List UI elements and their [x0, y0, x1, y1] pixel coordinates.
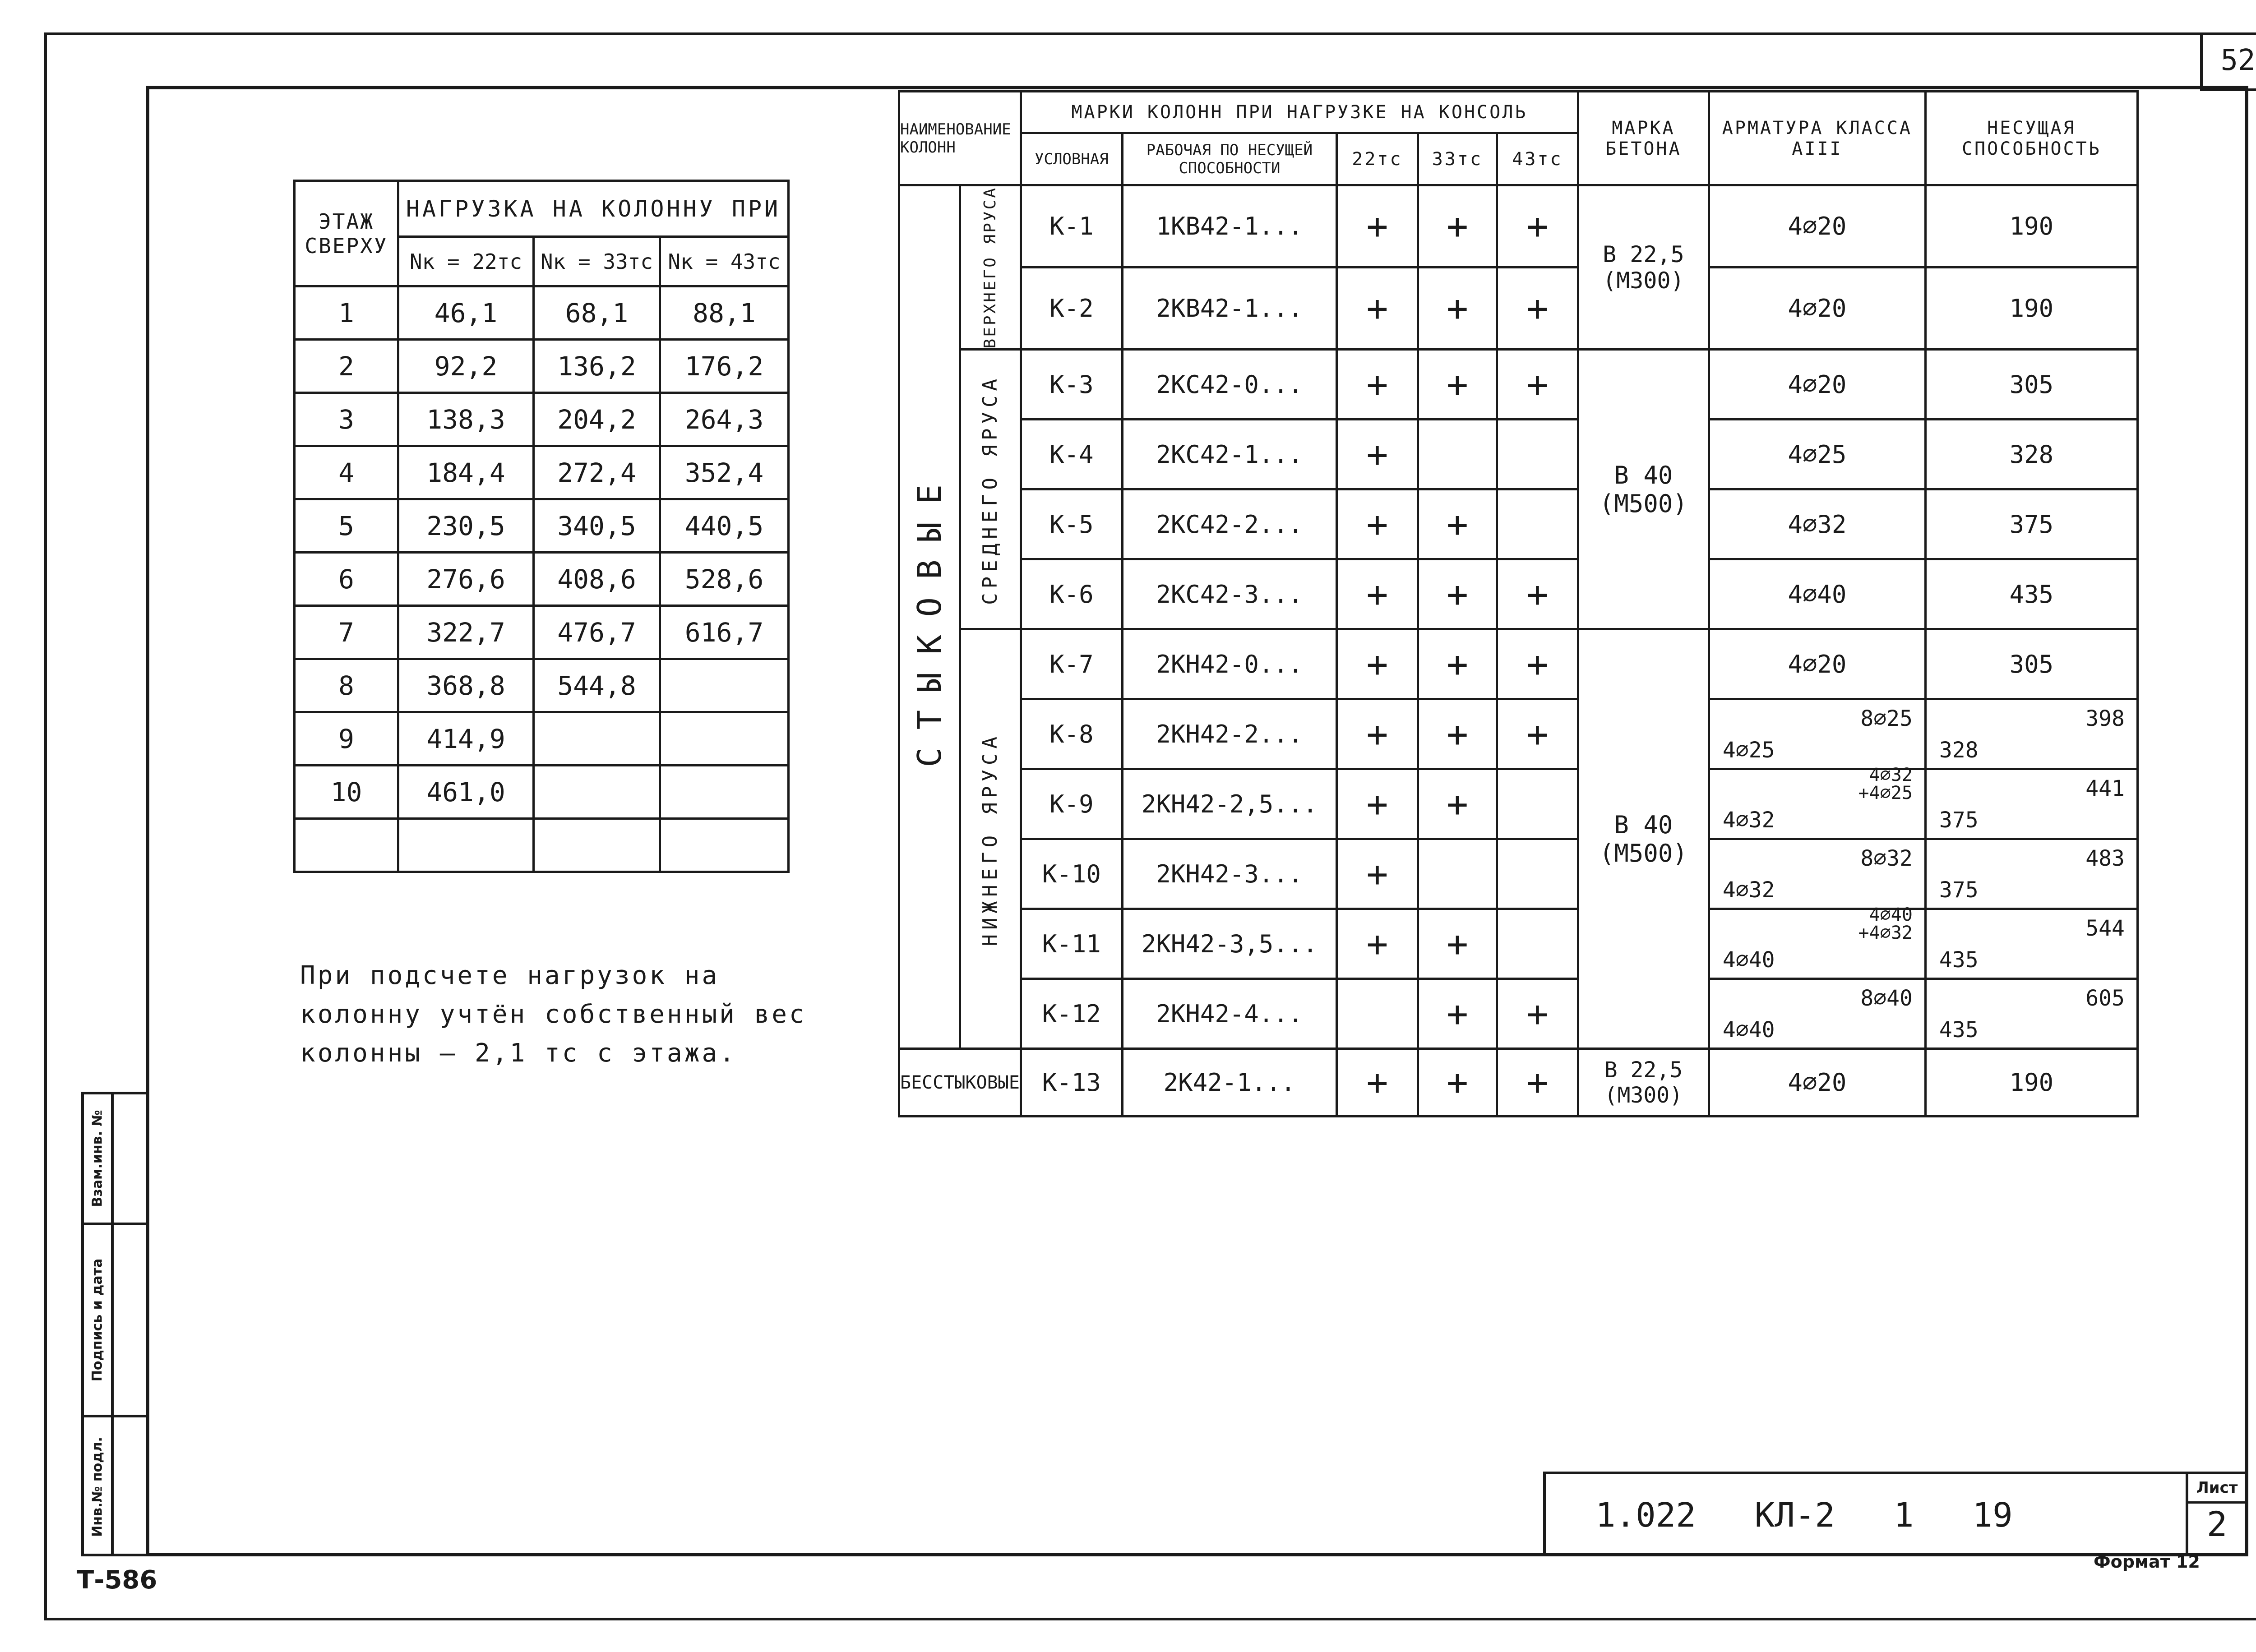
- table-row: 3 138,3 204,2 264,3: [295, 393, 789, 446]
- concrete-grade-4: В 22,5 (М300): [1578, 1049, 1709, 1117]
- table-row: 4 184,4 272,4 352,4: [295, 446, 789, 499]
- working-header: РАБОЧАЯ ПО НЕСУЩЕЙ СПОСОБНОСТИ: [1122, 133, 1336, 185]
- table-row: 9 414,9: [295, 712, 789, 766]
- columns-table: [898, 90, 2139, 1117]
- table-row: К-11 2КН42-3,5... + + 4⌀40 4⌀40 +4⌀32 435 544: [899, 909, 2138, 979]
- series-code: Т-586: [77, 1565, 157, 1595]
- document-code: 1.022: [1595, 1496, 1696, 1535]
- table-row: К-2 2КВ42-1... + + + 4⌀20 190: [899, 268, 2138, 350]
- stamp-cell-signature: Подпись и дата: [84, 1225, 114, 1415]
- table-row: 8 368,8 544,8: [295, 659, 789, 712]
- load-43-col: 43тс: [1497, 133, 1578, 185]
- concrete-grade-1: В 22,5 (М300): [1578, 185, 1709, 350]
- tier-upper: ВЕРХНЕГО ЯРУСА: [960, 185, 1021, 350]
- table-row: К-10 2КН42-3... + 4⌀32 8⌀32 375 483: [899, 839, 2138, 909]
- stamp-cell-inventory: Инв.№ подл.: [84, 1417, 114, 1556]
- floor-header: ЭТАЖ СВЕРХУ: [295, 181, 398, 286]
- table-row: К-4 2КС42-1... + 4⌀25 328: [899, 420, 2138, 489]
- load-group-header: НАГРУЗКА НА КОЛОННУ ПРИ: [398, 181, 789, 237]
- format-label: Формат 12: [2094, 1552, 2200, 1572]
- rebar-header: АРМАТУРА КЛАССА АIII: [1709, 92, 1925, 185]
- marks-header: МАРКИ КОЛОНН ПРИ НАГРУЗКЕ НА КОНСОЛЬ: [1021, 92, 1578, 133]
- table-row: СРЕДНЕГО ЯРУСА К-3 2КС42-0... + + + В 40 (М500) 4⌀20 305: [899, 350, 2138, 420]
- concrete-grade-2: В 40 (М500): [1578, 350, 1709, 629]
- load-33-header: Nк = 33тс: [534, 237, 660, 286]
- table-row: 10 461,0: [295, 766, 789, 819]
- sheet-number: 52: [2200, 32, 2256, 91]
- group-jointless: БЕССТЫКОВЫЕ: [899, 1049, 1021, 1117]
- table-row: 6 276,6 408,6 528,6: [295, 553, 789, 606]
- concrete-grade-3: В 40 (М500): [1578, 629, 1709, 1049]
- conditional-header: УСЛОВНАЯ: [1021, 133, 1122, 185]
- table-row: 5 230,5 340,5 440,5: [295, 499, 789, 553]
- load-33-col: 33тс: [1418, 133, 1497, 185]
- load-note: При подсчете нагрузок на колонну учтён собственный вес колонны – 2,1 тс с этажа.: [300, 961, 807, 1068]
- document-issue: 1: [1893, 1496, 1914, 1535]
- load-table: [293, 180, 790, 873]
- table-row: 7 322,7 476,7 616,7: [295, 606, 789, 659]
- sheet-value: 2: [2206, 1504, 2228, 1544]
- name-header: НАИМЕНОВАНИЕ КОЛОНН: [899, 92, 1021, 185]
- table-row: НИЖНЕГО ЯРУСА К-7 2КН42-0... + + + В 40 (М500) 4⌀20 305: [899, 629, 2138, 699]
- stamp-cell-replace: Взам.инв. №: [84, 1094, 114, 1223]
- sheet-label: Лист: [2188, 1474, 2246, 1504]
- side-stamp: [81, 1092, 149, 1556]
- document-series: КЛ-2: [1754, 1496, 1835, 1535]
- tier-lower: НИЖНЕГО ЯРУСА: [960, 629, 1021, 1049]
- table-row: СТЫКОВЫЕ ВЕРХНЕГО ЯРУСА К-1 1КВ42-1... + + + В 22,5 (М300) 4⌀20 190: [899, 185, 2138, 268]
- title-block: [1543, 1472, 2188, 1556]
- table-row: [295, 819, 789, 872]
- group-joint: СТЫКОВЫЕ: [899, 185, 960, 1049]
- table-row: К-9 2КН42-2,5... + + 4⌀32 4⌀32 +4⌀25 375 441: [899, 769, 2138, 839]
- table-row: БЕССТЫКОВЫЕ К-13 2К42-1... + + + В 22,5 (М300) 4⌀20 190: [899, 1049, 2138, 1117]
- table-row: 1 46,1 68,1 88,1: [295, 286, 789, 340]
- load-22-col: 22тс: [1336, 133, 1418, 185]
- table-row: К-5 2КС42-2... + + 4⌀32 375: [899, 489, 2138, 559]
- table-row: К-6 2КС42-3... + + + 4⌀40 435: [899, 559, 2138, 629]
- table-row: К-8 2КН42-2... + + + 4⌀25 8⌀25 328 398: [899, 699, 2138, 769]
- sheet-box: [2188, 1472, 2248, 1556]
- concrete-header: МАРКА БЕТОНА: [1578, 92, 1709, 185]
- load-22-header: Nк = 22тс: [398, 237, 534, 286]
- document-pages: 19: [1972, 1496, 2013, 1535]
- table-row: К-12 2КН42-4... + + 4⌀40 8⌀40 435 605: [899, 979, 2138, 1049]
- table-row: 2 92,2 136,2 176,2: [295, 340, 789, 393]
- capacity-header: НЕСУЩАЯ СПОСОБНОСТЬ: [1925, 92, 2137, 185]
- tier-middle: СРЕДНЕГО ЯРУСА: [960, 350, 1021, 629]
- load-43-header: Nк = 43тс: [660, 237, 789, 286]
